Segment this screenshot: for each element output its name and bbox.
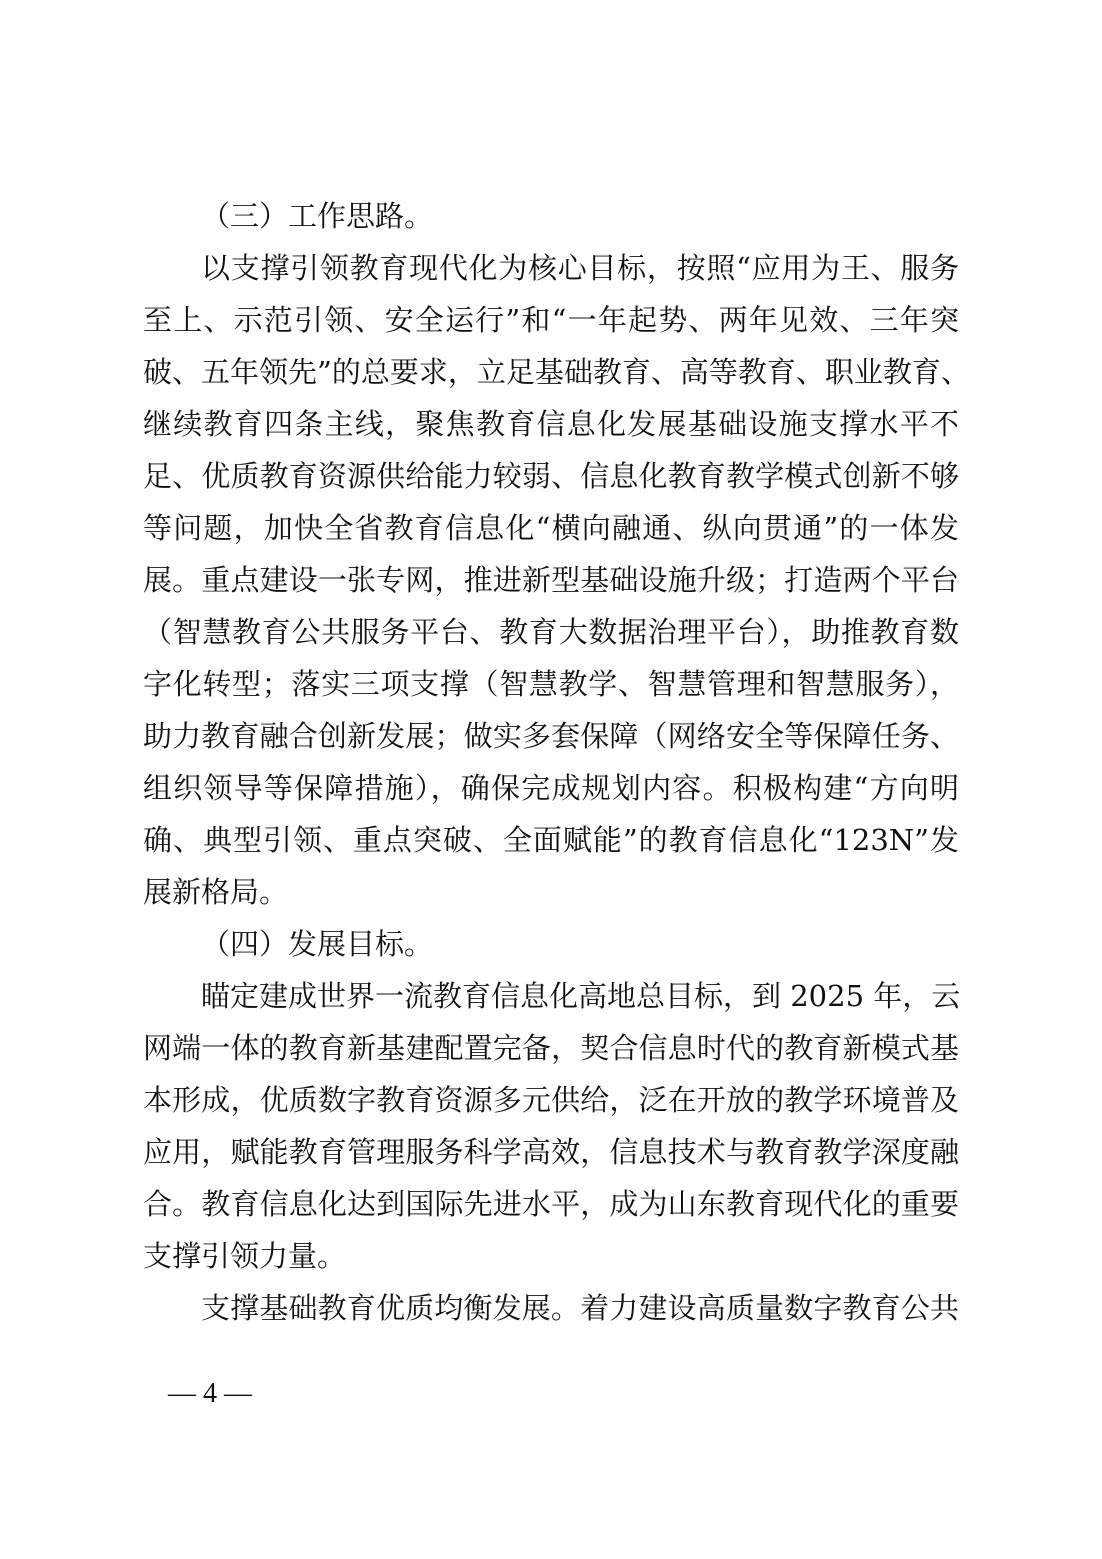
text-line: 足、优质教育资源供给能力较弱、信息化教育教学模式创新不够 xyxy=(143,459,959,493)
paragraph-work-approach xyxy=(143,242,970,918)
text-line: 组织领导等保障措施），确保完成规划内容。积极构建“方向明 xyxy=(143,771,959,805)
page-number: — 4 — xyxy=(168,1378,252,1409)
text-line: 展。重点建设一张专网，推进新型基础设施升级；打造两个平台 xyxy=(143,563,959,597)
text-line: 支撑引领力量。 xyxy=(143,1239,347,1273)
text-line: 至上、示范引领、安全运行”和“一年起势、两年见效、三年突 xyxy=(143,303,959,337)
text-line: 确、典型引领、重点突破、全面赋能”的教育信息化“123N”发 xyxy=(143,823,959,857)
section-heading-4: （四）发展目标。 xyxy=(201,927,434,961)
section-heading-3: （三）工作思路。 xyxy=(201,199,434,233)
paragraph-development-goals xyxy=(143,970,959,1282)
text-line: （智慧教育公共服务平台、教育大数据治理平台），助推教育数 xyxy=(143,615,959,649)
text-line: 展新格局。 xyxy=(143,875,289,909)
text-line: 合。教育信息化达到国际先进水平，成为山东教育现代化的重要 xyxy=(143,1187,959,1221)
paragraph-basic-education xyxy=(143,1282,959,1334)
text-line: 等问题，加快全省教育信息化“横向融通、纵向贯通”的一体发 xyxy=(143,511,959,545)
text-line: 支撑基础教育优质均衡发展。着力建设高质量数字教育公共 xyxy=(201,1291,959,1325)
text-line: 应用，赋能教育管理服务科学高效，信息技术与教育教学深度融 xyxy=(143,1135,959,1169)
text-line: 网端一体的教育新基建配置完备，契合信息时代的教育新模式基 xyxy=(143,1031,959,1065)
text-line: 瞄定建成世界一流教育信息化高地总目标，到 2025 年，云 xyxy=(201,979,961,1013)
text-line: 继续教育四条主线，聚焦教育信息化发展基础设施支撑水平不 xyxy=(143,407,959,441)
text-line: 本形成，优质数字教育资源多元供给，泛在开放的教学环境普及 xyxy=(143,1083,959,1117)
document-body xyxy=(143,190,970,1334)
text-line: 破、五年领先”的总要求，立足基础教育、高等教育、职业教育、 xyxy=(143,355,970,389)
text-line: 字化转型；落实三项支撑（智慧教学、智慧管理和智慧服务）， xyxy=(143,667,959,701)
text-line: 助力教育融合创新发展；做实多套保障（网络安全等保障任务、 xyxy=(143,719,959,753)
text-line: 以支撑引领教育现代化为核心目标，按照“应用为王、服务 xyxy=(201,251,959,285)
